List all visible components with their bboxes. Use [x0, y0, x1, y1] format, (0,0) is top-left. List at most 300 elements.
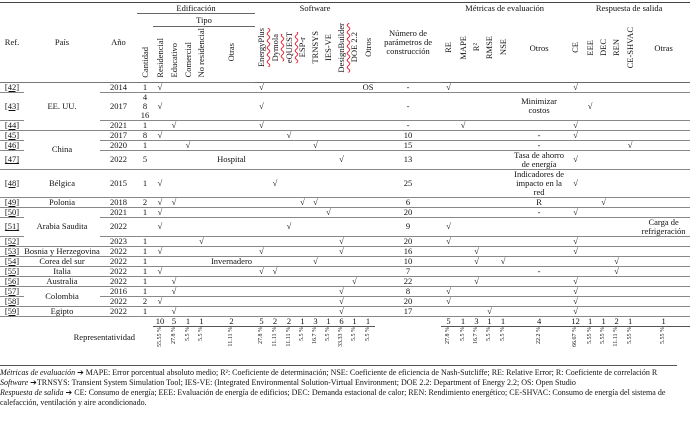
cell-trnsys: √ — [309, 197, 322, 207]
cell-db: √ — [335, 236, 348, 246]
cell-nse — [496, 296, 510, 306]
cell-res: √ — [153, 217, 167, 236]
percent-db — [335, 326, 348, 359]
cell-ceshvac — [623, 92, 637, 120]
column-header-otras_tipo: Otras — [226, 43, 236, 62]
cell-num: 17 — [375, 306, 441, 316]
cell-trnsys — [309, 82, 322, 92]
arrow-icon: ➔ — [28, 377, 37, 387]
cell-edu — [167, 246, 181, 256]
percent-espr — [296, 326, 309, 359]
cell-edu — [167, 236, 181, 246]
cell-db — [335, 140, 348, 150]
cell-ceshvac — [623, 130, 637, 140]
cell-otras_tipo — [208, 92, 255, 120]
cell-equest — [282, 306, 296, 316]
cell-dec — [597, 130, 610, 140]
percent-rmse — [483, 326, 496, 359]
header-ref: Ref. — [0, 3, 24, 83]
column-header-equest: eQUEST — [283, 31, 294, 64]
total-r2: 3 — [470, 316, 483, 326]
cell-trnsys — [309, 207, 322, 217]
cell-r2: √ — [470, 276, 483, 286]
total-dec: 1 — [597, 316, 610, 326]
cell-iesve — [322, 140, 335, 150]
note-line — [0, 368, 677, 378]
percent-ren — [610, 326, 623, 359]
cell-ce: √ — [568, 169, 583, 197]
cell-dec — [597, 236, 610, 246]
cell-trnsys — [309, 266, 322, 276]
cell-nores — [195, 82, 208, 92]
cell-res — [153, 256, 167, 266]
cell-nores — [195, 207, 208, 217]
cell-num: 10 — [375, 256, 441, 266]
cell-doe — [348, 306, 361, 316]
cell-otras_resp — [637, 276, 690, 286]
cell-nse — [496, 217, 510, 236]
total-re: 5 — [441, 316, 456, 326]
cell-res — [153, 276, 167, 286]
reference-link[interactable]: [47] — [0, 150, 24, 169]
cell-db — [335, 130, 348, 140]
reference-link[interactable]: [59] — [0, 306, 24, 316]
year-cell: 2022 — [100, 306, 137, 316]
cell-nores — [195, 246, 208, 256]
cell-iesve — [322, 246, 335, 256]
reference-link[interactable]: [58] — [0, 296, 24, 306]
reference-link[interactable]: [43] — [0, 92, 24, 120]
cell-r2 — [470, 236, 483, 246]
cell-re — [441, 256, 456, 266]
table-row — [0, 82, 690, 92]
cell-db — [335, 92, 348, 120]
cell-eee — [583, 120, 597, 130]
total-edu: 5 — [167, 316, 181, 326]
cell-ceshvac — [623, 197, 637, 207]
table-row — [0, 286, 690, 296]
cell-dymola — [268, 130, 282, 140]
cell-otras_resp — [637, 92, 690, 120]
cell-otras_tipo — [208, 276, 255, 286]
reference-link[interactable]: [53] — [0, 246, 24, 256]
reference-link[interactable]: [54] — [0, 256, 24, 266]
cell-dec — [597, 92, 610, 120]
cell-mape — [456, 236, 470, 246]
table-row — [0, 306, 690, 316]
cell-db: √ — [335, 150, 348, 169]
cell-cantidad: 1 — [137, 207, 153, 217]
cell-otros_met — [510, 286, 568, 296]
cell-mape — [456, 207, 470, 217]
cell-ce — [568, 140, 583, 150]
cell-otras_tipo — [208, 140, 255, 150]
year-cell: 2021 — [100, 207, 137, 217]
cell-ren: √ — [610, 266, 623, 276]
cell-dymola — [268, 256, 282, 266]
total-ce: 12 — [568, 316, 583, 326]
cell-trnsys — [309, 236, 322, 246]
cell-edu — [167, 266, 181, 276]
cell-nse — [496, 92, 510, 120]
cell-ce: √ — [568, 306, 583, 316]
reference-link[interactable]: [48] — [0, 169, 24, 197]
cell-eee — [583, 276, 597, 286]
cell-num: 7 — [375, 266, 441, 276]
cell-num: 9 — [375, 217, 441, 236]
cell-ren — [610, 197, 623, 207]
year-cell: 2022 — [100, 150, 137, 169]
cell-mape: √ — [456, 120, 470, 130]
percent-nores — [195, 326, 208, 359]
cell-otras_resp: Carga de refrigeración — [637, 217, 690, 236]
cell-doe — [348, 256, 361, 266]
cell-db: √ — [335, 286, 348, 296]
cell-edu — [167, 217, 181, 236]
cell-nores — [195, 169, 208, 197]
cell-nse — [496, 236, 510, 246]
cell-dec — [597, 82, 610, 92]
cell-otras_tipo: Hospital — [208, 150, 255, 169]
cell-otros_sw — [361, 266, 375, 276]
cell-mape — [456, 266, 470, 276]
column-header-eee: EEE — [584, 39, 595, 56]
cell-eee — [583, 296, 597, 306]
cell-num: 6 — [375, 197, 441, 207]
country-cell: Bosnia y Herzegovina — [24, 245, 100, 256]
cell-iesve — [322, 217, 335, 236]
cell-res: √ — [153, 246, 167, 256]
reference-link[interactable]: [49] — [0, 197, 24, 207]
table-row — [0, 169, 690, 197]
cell-nse — [496, 197, 510, 207]
cell-com — [181, 306, 195, 316]
cell-r2 — [470, 266, 483, 276]
cell-re — [441, 169, 456, 197]
percent-ceshvac — [623, 326, 637, 359]
cell-re — [441, 197, 456, 207]
total-otras_resp: 1 — [637, 316, 690, 326]
cell-res — [153, 120, 167, 130]
cell-re: √ — [441, 236, 456, 246]
cell-dec — [597, 256, 610, 266]
cell-otras_tipo — [208, 169, 255, 197]
cell-dec — [597, 207, 610, 217]
total-nores: 1 — [195, 316, 208, 326]
cell-re — [441, 130, 456, 140]
cell-ce: √ — [568, 276, 583, 286]
cell-ceshvac — [623, 150, 637, 169]
total-doe: 1 — [348, 316, 361, 326]
cell-otras_tipo — [208, 207, 255, 217]
percent-value: 5.5 % — [325, 326, 331, 341]
cell-doe: √ — [348, 276, 361, 286]
country-cell: EE. UU. — [24, 82, 100, 130]
cell-equest — [282, 169, 296, 197]
cell-ceshvac — [623, 306, 637, 316]
cell-ce — [568, 266, 583, 276]
cell-com — [181, 236, 195, 246]
column-header-iesve: IES-VE — [323, 34, 333, 61]
cell-otras_tipo — [208, 197, 255, 207]
cell-doe — [348, 217, 361, 236]
percent-value: 5.5 % — [364, 326, 371, 341]
cell-otras_resp — [637, 236, 690, 246]
cell-edu — [167, 296, 181, 306]
cell-otras_tipo — [208, 82, 255, 92]
cell-dymola — [268, 246, 282, 256]
cell-res — [153, 286, 167, 296]
cell-res: √ — [153, 130, 167, 140]
cell-espr — [296, 246, 309, 256]
reference-link[interactable]: [52] — [0, 236, 24, 246]
cell-mape — [456, 217, 470, 236]
cell-num: 20 — [375, 296, 441, 306]
reference-link[interactable]: [44] — [0, 120, 24, 130]
header-edificacion: Edificación — [137, 3, 255, 14]
cell-otras_resp — [637, 256, 690, 266]
column-header-dec: DEC — [598, 39, 609, 56]
cell-trnsys — [309, 286, 322, 296]
cell-rmse — [483, 82, 496, 92]
percent-eplus — [255, 326, 268, 359]
cell-rmse — [483, 276, 496, 286]
cell-rmse — [483, 92, 496, 120]
cell-otras_tipo — [208, 306, 255, 316]
cell-r2 — [470, 286, 483, 296]
cell-eplus — [255, 306, 268, 316]
cell-doe — [348, 150, 361, 169]
cell-re — [441, 266, 456, 276]
cell-ren — [610, 306, 623, 316]
cell-espr — [296, 286, 309, 296]
review-table — [0, 2, 690, 359]
cell-otras_tipo — [208, 130, 255, 140]
cell-otras_resp — [637, 140, 690, 150]
cell-otros_met: - — [510, 207, 568, 217]
cell-equest — [282, 286, 296, 296]
cell-doe — [348, 130, 361, 140]
country-cell: Colombia — [24, 286, 100, 306]
cell-nse: √ — [496, 256, 510, 266]
cell-dec: √ — [597, 197, 610, 207]
cell-com — [181, 246, 195, 256]
cell-eee — [583, 236, 597, 246]
cell-equest: √ — [282, 130, 296, 140]
cell-res: √ — [153, 207, 167, 217]
cell-num: - — [375, 92, 441, 120]
cell-otros_met — [510, 276, 568, 286]
cell-re — [441, 306, 456, 316]
note-text: MAPE: Error porcentual absoluto medio; R²: Coeficiente de determinación; NSE: Coeficiente de eficiencia de Nash-Sutcliffe; RE: Relative Error; R: Coeficiente de correlación R — [85, 367, 658, 377]
percent-mape — [456, 326, 470, 359]
cell-trnsys — [309, 296, 322, 306]
cell-otros_sw — [361, 276, 375, 286]
cell-otras_resp — [637, 246, 690, 256]
cell-num: 20 — [375, 207, 441, 217]
cell-eplus: √ — [255, 246, 268, 256]
cell-dymola — [268, 296, 282, 306]
cell-nores — [195, 120, 208, 130]
cell-eee — [583, 256, 597, 266]
percent-otros_sw — [361, 326, 375, 359]
cell-ren — [610, 150, 623, 169]
cell-nores — [195, 296, 208, 306]
reference-link[interactable]: [50] — [0, 207, 24, 217]
cell-edu: √ — [167, 286, 181, 296]
country-cell: Australia — [24, 276, 100, 286]
cell-cantidad: 1 — [137, 140, 153, 150]
cell-ren — [610, 276, 623, 286]
cell-eplus — [255, 207, 268, 217]
cell-otras_tipo: Invernadero — [208, 256, 255, 266]
cell-otras_tipo — [208, 286, 255, 296]
note-line — [0, 388, 677, 408]
cell-mape — [456, 150, 470, 169]
cell-num: 22 — [375, 276, 441, 286]
cell-com — [181, 92, 195, 120]
cell-mape — [456, 256, 470, 266]
column-header-re: RE — [443, 42, 454, 53]
cell-otros_sw — [361, 246, 375, 256]
cell-r2 — [470, 207, 483, 217]
cell-mape — [456, 286, 470, 296]
cell-ren — [610, 82, 623, 92]
total-otros_met: 4 — [510, 316, 568, 326]
cell-cantidad — [137, 217, 153, 236]
percent-value: 5.55 % — [626, 326, 633, 344]
cell-cantidad: 1 — [137, 246, 153, 256]
cell-eee — [583, 266, 597, 276]
percent-value: 11.11 % — [228, 326, 234, 347]
column-header-edu: Educativo — [168, 43, 179, 78]
cell-eplus: √ — [255, 120, 268, 130]
reference-link[interactable]: [51] — [0, 217, 24, 236]
header-respuesta: Respuesta de salida — [568, 3, 690, 14]
cell-espr — [296, 92, 309, 120]
column-header-db: DesignBuilder — [336, 22, 346, 73]
reference-link[interactable]: [46] — [0, 140, 24, 150]
cell-mape — [456, 140, 470, 150]
percent-eee — [583, 326, 597, 359]
year-cell: 2015 — [100, 169, 137, 197]
percent-value: 11.11 % — [271, 326, 278, 347]
cell-eplus — [255, 256, 268, 266]
cell-doe — [348, 169, 361, 197]
percent-iesve — [322, 326, 335, 359]
cell-otros_sw — [361, 286, 375, 296]
cell-num: 13 — [375, 150, 441, 169]
percent-com — [181, 326, 195, 359]
cell-trnsys — [309, 92, 322, 120]
column-header-otros_sw: Otros — [362, 38, 373, 57]
note-title: Métricas de evaluación — [0, 367, 76, 377]
cell-otros_sw — [361, 140, 375, 150]
cell-otras_tipo — [208, 217, 255, 236]
cell-re — [441, 92, 456, 120]
column-header-doe: DOE 2.2 — [349, 32, 359, 63]
cell-espr — [296, 217, 309, 236]
cell-ceshvac — [623, 246, 637, 256]
cell-ren — [610, 286, 623, 296]
cell-iesve — [322, 266, 335, 276]
cell-eplus: √ — [255, 92, 268, 120]
cell-rmse — [483, 266, 496, 276]
cell-dec — [597, 286, 610, 296]
cell-eee — [583, 82, 597, 92]
column-header-nores: No residencial — [196, 28, 206, 78]
cell-cantidad: 1 — [137, 276, 153, 286]
cell-r2 — [470, 306, 483, 316]
cell-db — [335, 217, 348, 236]
cell-cantidad: 4 8 16 — [137, 92, 153, 120]
country-cell: Arabia Saudita — [24, 207, 100, 246]
cell-otros_met: - — [510, 140, 568, 150]
cell-iesve — [322, 150, 335, 169]
cell-dymola — [268, 236, 282, 246]
cell-mape — [456, 306, 470, 316]
arrow-icon: ➔ — [63, 387, 75, 397]
percent-value: 5.55 % — [586, 326, 593, 344]
reference-link[interactable]: [57] — [0, 286, 24, 296]
cell-ce — [568, 197, 583, 207]
cell-iesve — [322, 236, 335, 246]
note-title: Respuesta de salida — [0, 387, 64, 397]
cell-r2 — [470, 130, 483, 140]
cell-db: √ — [335, 246, 348, 256]
cell-ce: √ — [568, 296, 583, 306]
cell-doe — [348, 140, 361, 150]
reference-link[interactable]: [55] — [0, 266, 24, 276]
reference-link[interactable]: [45] — [0, 130, 24, 140]
cell-dymola — [268, 207, 282, 217]
cell-mape — [456, 169, 470, 197]
table-row — [0, 217, 690, 236]
table-row — [0, 266, 690, 276]
cell-otras_resp — [637, 120, 690, 130]
cell-re: √ — [441, 296, 456, 306]
cell-equest — [282, 207, 296, 217]
percent-equest — [282, 326, 296, 359]
cell-rmse — [483, 197, 496, 207]
cell-espr — [296, 236, 309, 246]
cell-cantidad: 2 — [137, 296, 153, 306]
cell-res — [153, 306, 167, 316]
cell-cantidad: 1 — [137, 120, 153, 130]
cell-espr — [296, 140, 309, 150]
cell-re — [441, 207, 456, 217]
cell-mape — [456, 276, 470, 286]
cell-res: √ — [153, 197, 167, 207]
cell-ceshvac — [623, 286, 637, 296]
cell-otros_met — [510, 296, 568, 306]
cell-r2 — [470, 82, 483, 92]
cell-otras_resp — [637, 82, 690, 92]
cell-otros_met: - — [510, 266, 568, 276]
reference-link[interactable]: [56] — [0, 276, 24, 286]
cell-com — [181, 130, 195, 140]
header-tipo: Tipo — [153, 14, 255, 27]
column-header-trnsys: TRNSYS — [310, 31, 320, 64]
cell-dymola — [268, 217, 282, 236]
cell-trnsys — [309, 130, 322, 140]
percent-value: 5.55 % — [600, 326, 607, 344]
cell-eee — [583, 207, 597, 217]
cell-ce: √ — [568, 286, 583, 296]
reference-link[interactable]: [42] — [0, 82, 24, 92]
percent-value: 11.11 % — [285, 326, 292, 347]
total-db: 6 — [335, 316, 348, 326]
